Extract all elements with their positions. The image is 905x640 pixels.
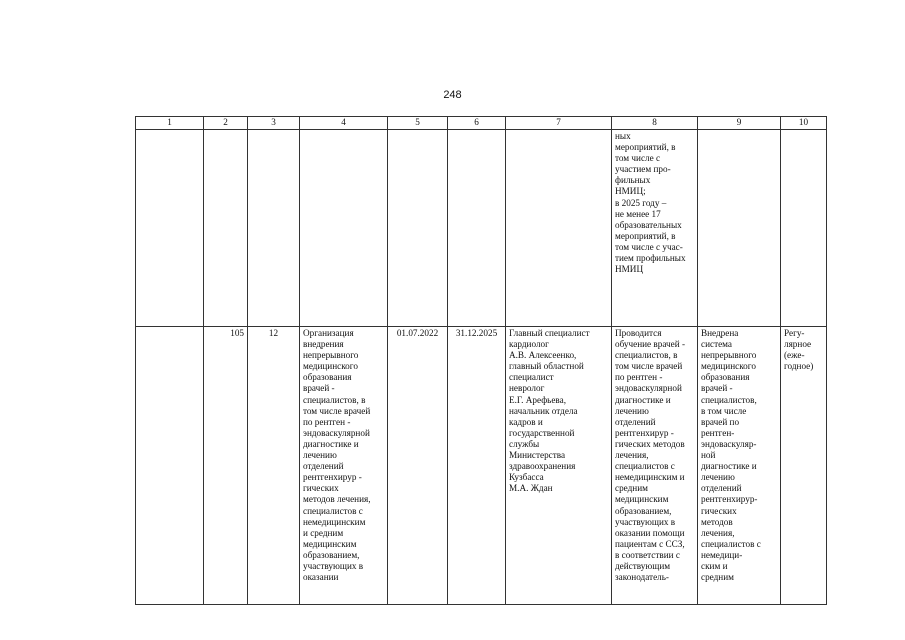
cell-text-line: невролог — [509, 383, 545, 394]
cell-text-line: врачей по — [701, 416, 740, 427]
cell-text-line: том числе врачей — [303, 405, 371, 416]
cell-text-line: рентгенхирур - — [615, 427, 674, 438]
cell-text-line: специалистов, — [701, 394, 757, 405]
cell-text-line: лечению — [303, 450, 337, 461]
col-header-2: 2 — [204, 117, 248, 130]
col-header-4: 4 — [300, 117, 388, 130]
cell-empty — [136, 327, 204, 605]
cell-text-line: образования — [303, 372, 352, 383]
cell-text-line: рентгенхирур - — [303, 472, 362, 483]
cell-empty — [248, 130, 300, 327]
col-header-8: 8 — [612, 117, 698, 130]
cell-text-line: Организация — [303, 328, 354, 338]
col-header-3: 3 — [248, 117, 300, 130]
cell-text-line: в 2025 году – — [615, 197, 667, 208]
cell-text-line: ной — [701, 450, 716, 461]
cell-text-line: специалистов с — [701, 538, 761, 549]
cell-text-line: специалистов с — [615, 461, 675, 472]
cell-text-line: по рентген - — [615, 372, 663, 383]
cell-text-line: система — [701, 339, 732, 350]
cell-start-date: 01.07.2022 — [388, 327, 448, 605]
cell-text-line: образовательных — [615, 219, 682, 230]
cell-text-line: Проводится — [615, 328, 662, 338]
col-header-9: 9 — [698, 117, 781, 130]
cell-text-line: оказании — [303, 572, 339, 583]
table-row — [136, 327, 827, 605]
cell-text-line: главный областной — [509, 361, 584, 372]
cell-description — [612, 327, 698, 605]
cell-empty — [136, 130, 204, 327]
cell-empty — [388, 130, 448, 327]
cell-text-line: А.В. Алексеенко, — [509, 350, 577, 361]
cell-text-line: лечению — [701, 472, 735, 483]
cell-text-line: немедицинским — [303, 516, 366, 527]
cell-empty — [204, 130, 248, 327]
cell-section-number: 12 — [248, 327, 300, 605]
cell-text-line: немедицинским и — [615, 472, 685, 483]
cell-text-line: НМИЦ; — [615, 186, 646, 197]
cell-text-line: (еже- — [784, 350, 805, 361]
cell-text-line: медицинским — [615, 494, 669, 505]
cell-text-line: Е.Г. Арефьева, — [509, 394, 567, 405]
cell-text-line: непрерывного — [701, 350, 757, 361]
cell-text-line: специалистов, в — [303, 394, 366, 405]
cell-text-line: Министерства — [509, 450, 566, 461]
cell-text-line: НМИЦ — [615, 264, 644, 275]
cell-text-line: врачей - — [303, 383, 335, 394]
cell-text-line: внедрения — [303, 339, 344, 350]
cell-text-line: отделений — [701, 483, 742, 494]
cell-end-date: 31.12.2025 — [448, 327, 506, 605]
cell-text-line: специалистов с — [303, 505, 363, 516]
cell-text-line: начальник отдела — [509, 405, 578, 416]
document-table — [135, 116, 827, 605]
cell-empty — [506, 130, 612, 327]
cell-text-line: рентгенхирур- — [701, 494, 758, 505]
cell-text-line: участвующих в — [615, 516, 676, 527]
cell-text-line: М.А. Ждан — [509, 483, 553, 494]
cell-text-line: обучение врачей - — [615, 339, 686, 350]
cell-text-line: участием про- — [615, 164, 671, 175]
cell-text-line: диагностике и — [701, 461, 757, 472]
cell-text-line: лечения, — [615, 450, 649, 461]
cell-text-line: гических — [701, 505, 737, 516]
cell-item-number: 105 — [204, 327, 248, 605]
cell-text-line: медицинского — [303, 361, 358, 372]
cell-text-line: лярное — [784, 339, 812, 350]
cell-text-line: том числе врачей — [615, 361, 683, 372]
cell-text-line: эндоваскулярной — [303, 427, 370, 438]
cell-text-line: действующим — [615, 560, 671, 571]
cell-text-line: мероприятий, в — [615, 230, 676, 241]
cell-text-line: специалистов, в — [615, 350, 678, 361]
cell-text-line: средним — [615, 483, 648, 494]
cell-empty — [781, 130, 827, 327]
cell-text-line: и средним — [303, 527, 344, 538]
cell-text-line: пациентам с ССЗ, — [615, 538, 685, 549]
cell-text-line: оказании помощи — [615, 527, 685, 538]
cell-text-line: здравоохранения — [509, 461, 576, 472]
cell-events-continued — [612, 130, 698, 327]
cell-text-line: отделений — [615, 416, 656, 427]
cell-text-line: медицинского — [701, 361, 756, 372]
cell-text-line: лечению — [615, 405, 649, 416]
cell-text-line: тием профильных — [615, 253, 686, 264]
page-number: 248 — [443, 89, 462, 101]
cell-text-line: том числе с учас- — [615, 241, 683, 252]
cell-text-line: образованием, — [303, 549, 360, 560]
cell-empty — [448, 130, 506, 327]
cell-empty — [698, 130, 781, 327]
cell-frequency — [781, 327, 827, 605]
col-header-7: 7 — [506, 117, 612, 130]
cell-text-line: непрерывного — [303, 350, 359, 361]
cell-text-line: диагностике и — [615, 394, 671, 405]
cell-text-line: диагностике и — [303, 438, 359, 449]
cell-text-line: гических — [303, 483, 339, 494]
cell-text-line: лечения, — [701, 527, 735, 538]
col-header-1: 1 — [136, 117, 204, 130]
cell-text-line: не менее 17 — [615, 208, 661, 219]
cell-text-line: участвующих в — [303, 560, 364, 571]
cell-text-line: эндоваскулярной — [615, 383, 682, 394]
cell-text-line: рентген- — [701, 427, 735, 438]
cell-text-line: Кузбасса — [509, 472, 544, 483]
cell-text-line: средним — [701, 572, 734, 583]
cell-text-line: Регу- — [784, 328, 805, 338]
cell-result — [698, 327, 781, 605]
col-header-10: 10 — [781, 117, 827, 130]
cell-text-line: отделений — [303, 461, 344, 472]
cell-text-line: ским и — [701, 560, 728, 571]
cell-text-line: Главный специалист — [509, 328, 590, 338]
cell-text-line: том числе с — [615, 153, 661, 164]
col-header-5: 5 — [388, 117, 448, 130]
cell-text-line: кардиолог — [509, 339, 549, 350]
cell-text-line: годное) — [784, 361, 814, 372]
cell-text-line: образованием, — [615, 505, 672, 516]
header-row — [136, 117, 827, 130]
cell-text-line: немедици- — [701, 549, 743, 560]
cell-text-line: ных — [615, 131, 631, 141]
cell-text-line: Внедрена — [701, 328, 739, 338]
table-row — [136, 130, 827, 327]
cell-text-line: методов — [701, 516, 733, 527]
cell-text-line: в соответствии с — [615, 549, 680, 560]
cell-text-line: государственной — [509, 427, 575, 438]
cell-activity-name — [300, 327, 388, 605]
cell-text-line: службы — [509, 438, 540, 449]
cell-empty — [300, 130, 388, 327]
cell-text-line: эндоваскуляр- — [701, 438, 757, 449]
cell-text-line: мероприятий, в — [615, 142, 676, 153]
cell-responsible — [506, 327, 612, 605]
cell-text-line: по рентген - — [303, 416, 351, 427]
cell-text-line: методов лечения, — [303, 494, 371, 505]
cell-text-line: законодатель- — [615, 572, 669, 583]
cell-text-line: кадров и — [509, 416, 543, 427]
col-header-6: 6 — [448, 117, 506, 130]
cell-text-line: специалист — [509, 372, 554, 383]
cell-text-line: врачей - — [701, 383, 733, 394]
cell-text-line: медицинским — [303, 538, 357, 549]
cell-text-line: фильных — [615, 175, 651, 186]
cell-text-line: гических методов — [615, 438, 685, 449]
cell-text-line: в том числе — [701, 405, 747, 416]
cell-text-line: образования — [701, 372, 750, 383]
